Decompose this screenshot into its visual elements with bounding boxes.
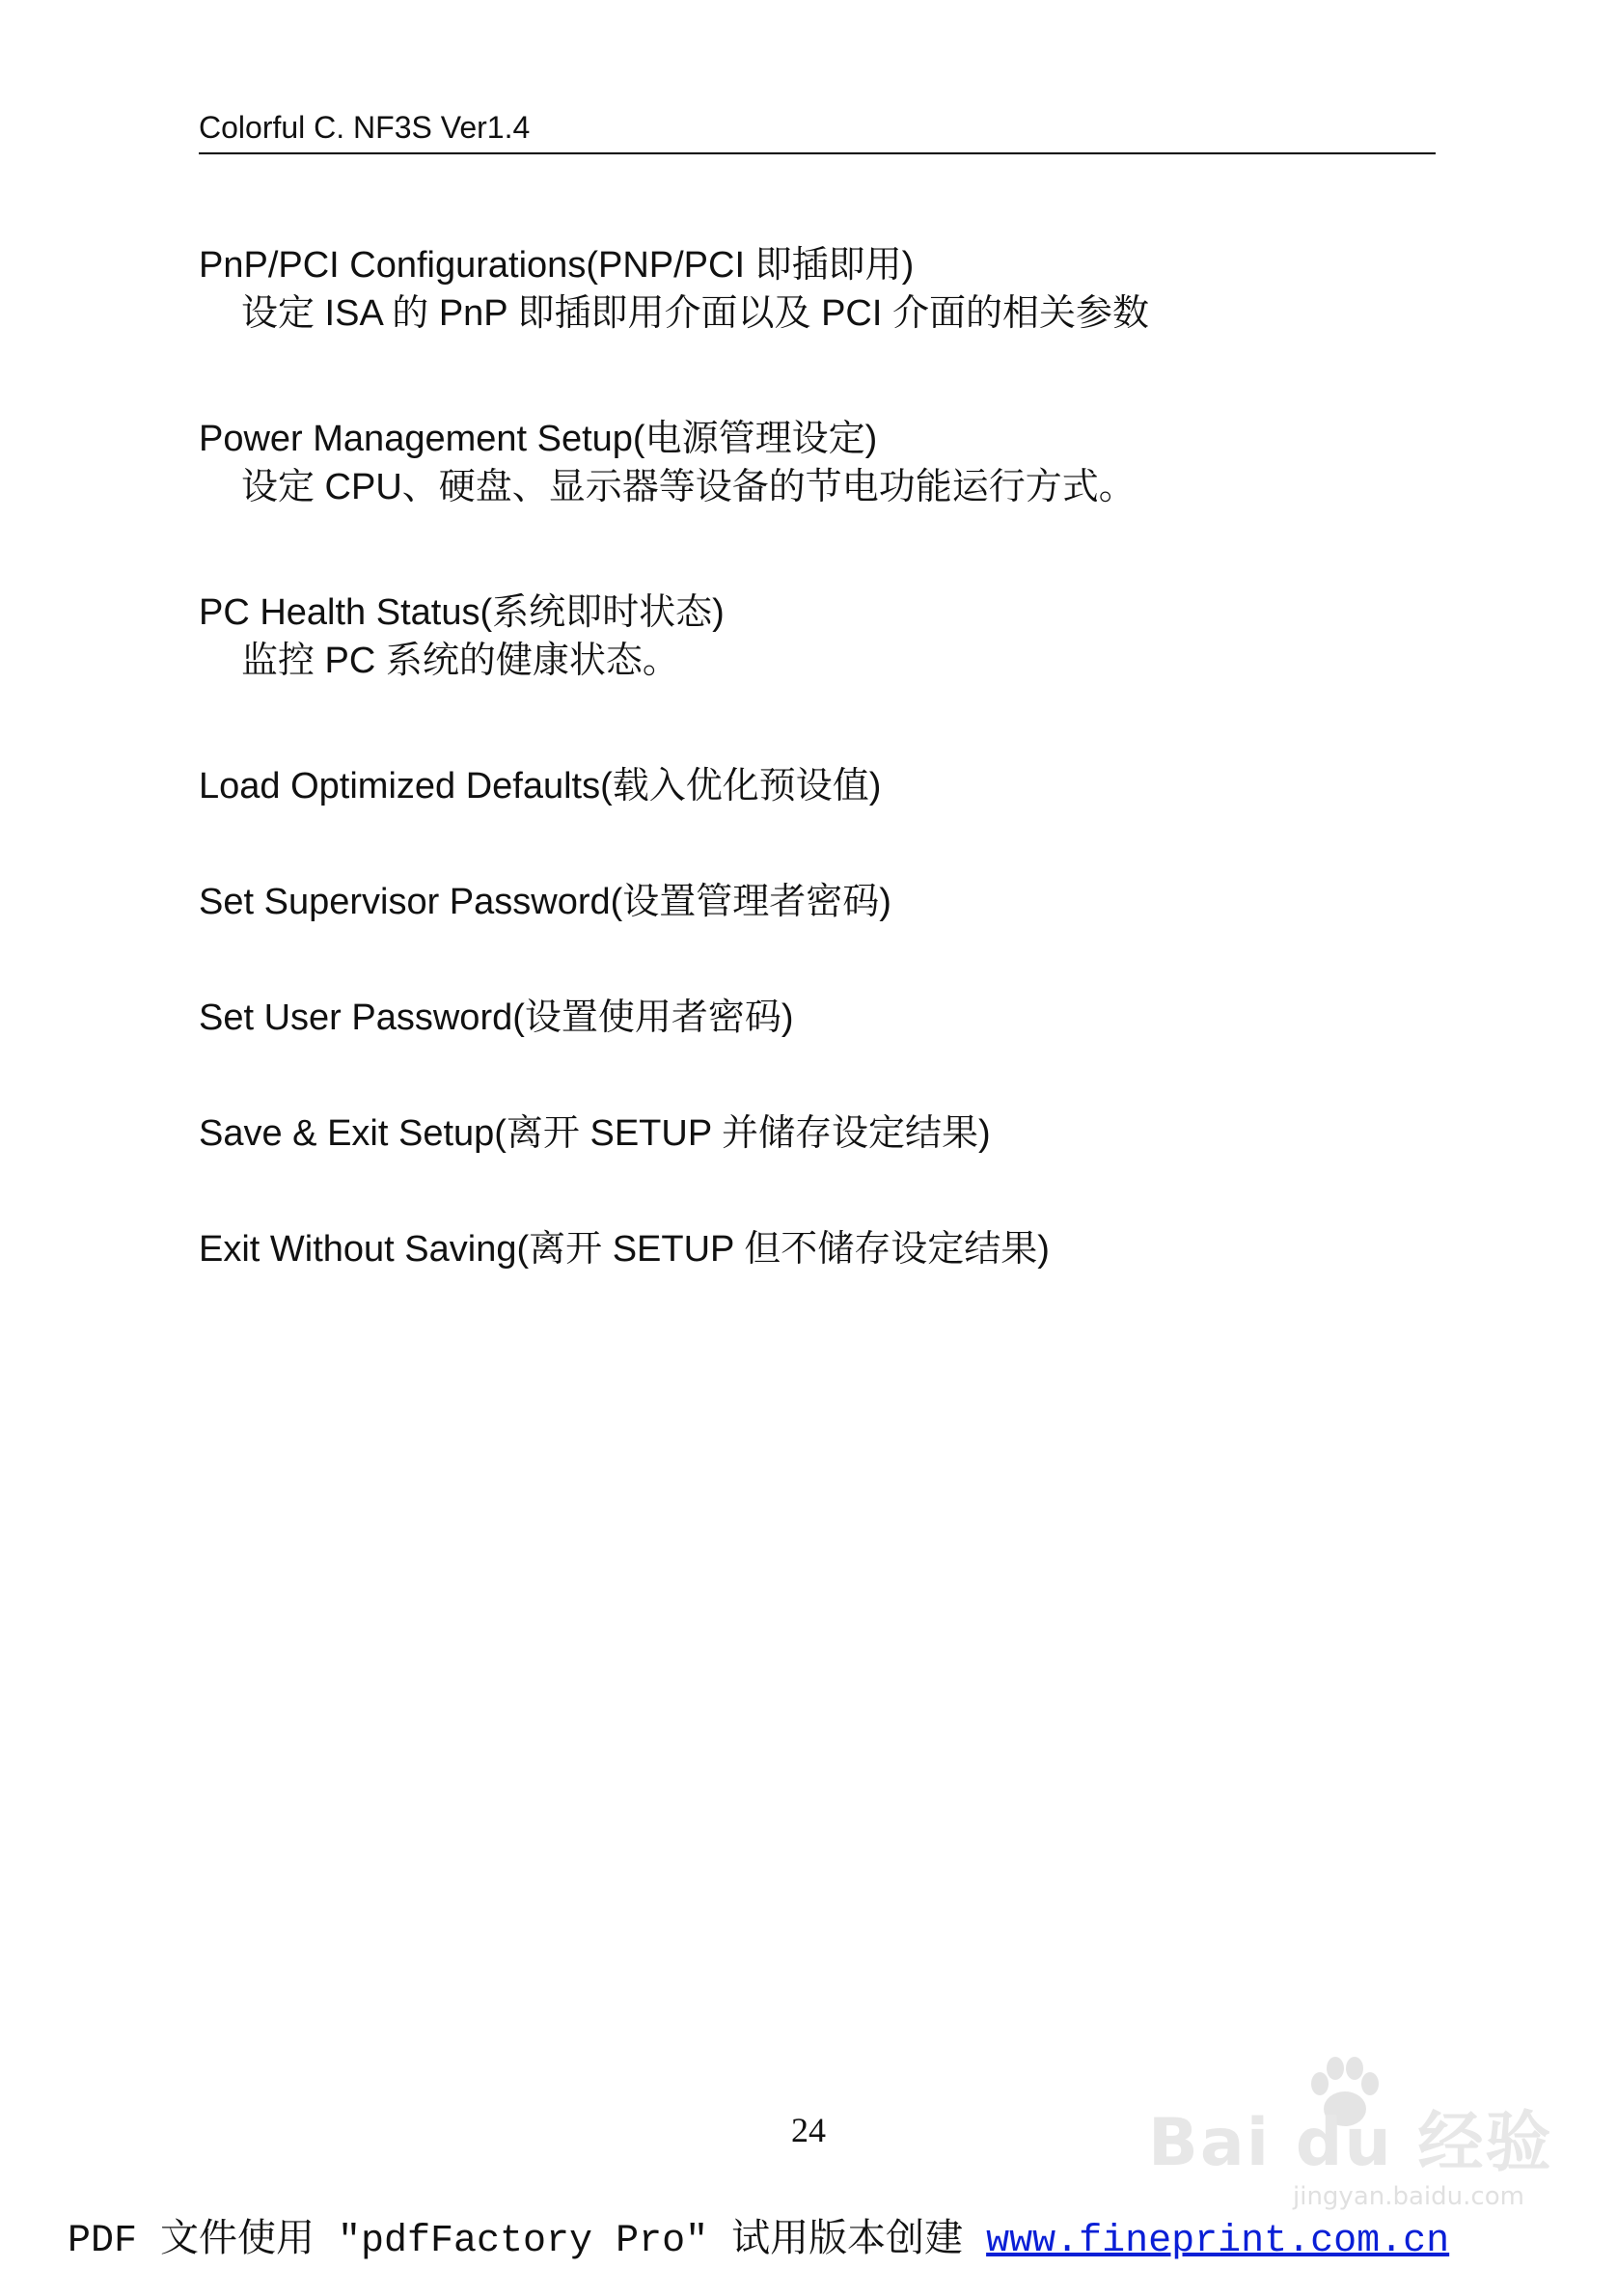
entry-save-exit (199, 1109, 1436, 1158)
page-header (199, 108, 1436, 154)
entry-title: Set Supervisor Password(设置管理者密码) (199, 882, 891, 922)
entry-title: Set User Password(设置使用者密码) (199, 998, 794, 1038)
entry-description: 设定 CPU、硬盘、显示器等设备的节电功能运行方式。 (241, 467, 1136, 507)
watermark-brand: Bai du 经验 (1148, 2105, 1553, 2181)
baidu-watermark (1148, 2055, 1553, 2211)
entry-title: PC Health Status(系统即时状态) (199, 592, 725, 633)
entry-description: 设定 ISA 的 PnP 即插即用介面以及 PCI 介面的相关参数 (241, 293, 1149, 334)
header-title: Colorful C. NF3S Ver1.4 (199, 110, 531, 145)
footer-text: PDF 文件使用 "pdfFactory Pro" 试用版本创建 (68, 2220, 987, 2263)
entry-exit-without-saving (199, 1225, 1436, 1273)
entry-title: PnP/PCI Configurations(PNP/PCI 即插即用) (199, 245, 915, 286)
entry-title: Exit Without Saving(离开 SETUP 但不储存设定结果) (199, 1229, 1050, 1270)
entry-pnp-pci (199, 241, 1436, 338)
watermark-url: jingyan.baidu.com (1293, 2182, 1524, 2211)
entry-power-management (199, 415, 1436, 511)
entry-user-password (199, 994, 1436, 1042)
entry-pc-health (199, 588, 1436, 685)
entry-title: Save & Exit Setup(离开 SETUP 并储存设定结果) (199, 1113, 991, 1154)
entry-supervisor-password (199, 878, 1436, 926)
page-number: 24 (791, 2111, 826, 2149)
pdf-footer (68, 2219, 1449, 2265)
entry-title: Power Management Setup(电源管理设定) (199, 419, 878, 459)
entry-title: Load Optimized Defaults(载入优化预设值) (199, 766, 882, 806)
entry-load-defaults (199, 762, 1436, 810)
entry-description: 监控 PC 系统的健康状态。 (241, 641, 679, 681)
footer-link[interactable]: www.fineprint.com.cn (986, 2220, 1450, 2263)
